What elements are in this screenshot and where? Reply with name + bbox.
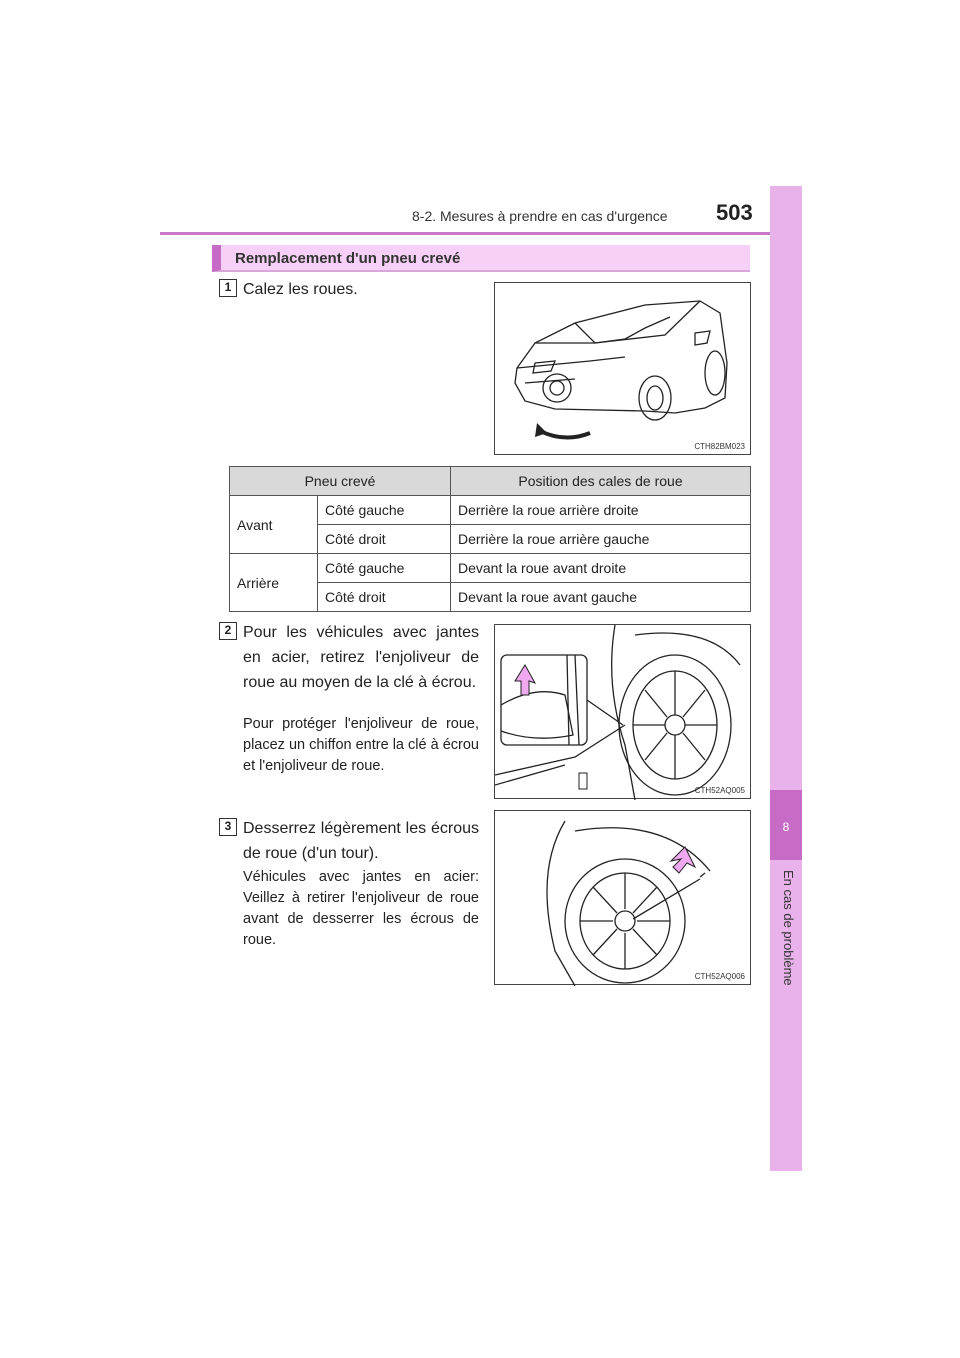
step-3-text: Desserrez légèrement les écrous de roue (d'un tour). [243,820,479,862]
table-row [230,554,751,583]
wheel-chock-table [229,466,751,612]
table-cell: Côté gauche [318,554,451,583]
hubcap-illustration [495,625,752,800]
figure-loosen-nuts [494,810,751,985]
table-row [230,496,751,525]
table-cell: Côté gauche [318,496,451,525]
section-title: Remplacement d'un pneu crevé [235,250,461,267]
table-cell: Devant la roue avant gauche [451,583,751,612]
page-number: 503 [716,200,753,225]
figure-code: CTH52AQ005 [694,786,745,795]
step-2-text: Pour les véhicules avec jantes en acier, retirez l'enjoliveur de roue au moyen de la clé à écrou. [243,624,479,691]
step-number-3: 3 [219,818,237,836]
chapter-tab-number: 8 [782,820,790,834]
header-divider [160,232,802,235]
header-section-title: 8-2. Mesures à prendre en cas d'urgence [412,208,668,224]
table-group-cell: Arrière [230,554,318,612]
table-cell: Côté droit [318,525,451,554]
wheel-illustration [495,811,752,986]
table-header-row [230,467,751,496]
figure-remove-hubcap [494,624,751,799]
car-illustration [495,283,752,456]
table-cell: Derrière la roue arrière droite [451,496,751,525]
table-cell: Côté droit [318,583,451,612]
table-header-cell: Pneu crevé [230,467,451,496]
step-3-note: Véhicules avec jantes en acier: Veillez à retirer l'enjoliveur de roue avant de desserrer les écrous de roue. [243,869,479,948]
figure-car-chocks [494,282,751,455]
chapter-tab-label: En cas de problème [781,870,796,986]
figure-code: CTH52AQ006 [694,972,745,981]
table-header-cell: Position des cales de roue [451,467,751,496]
step-2-note: Pour protéger l'enjoliveur de roue, placez un chiffon entre la clé à écrou et l'enjoliveur de roue. [243,716,479,774]
section-heading-bar [212,245,750,272]
step-1-text: Calez les roues. [243,281,358,298]
figure-code: CTH82BM023 [694,442,745,451]
step-number-1: 1 [219,279,237,297]
table-group-cell: Avant [230,496,318,554]
step-number-2: 2 [219,622,237,640]
table-cell: Devant la roue avant droite [451,554,751,583]
table-cell: Derrière la roue arrière gauche [451,525,751,554]
